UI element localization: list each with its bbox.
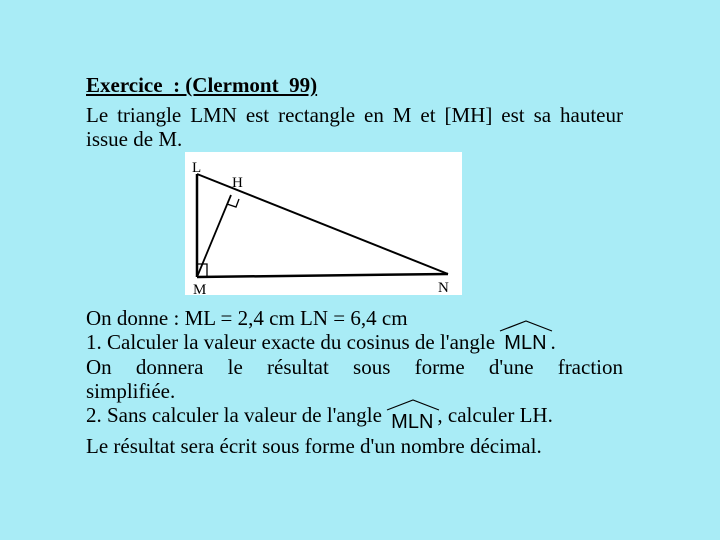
angle-MLN-2-label: MLN [391, 411, 434, 433]
question-2-text: 2. Sans calculer la valeur de l'angle [86, 403, 382, 427]
question-1-continuation: On donnera le résultat sous forme d'une fraction [86, 355, 623, 379]
angle-hat-icon [385, 398, 441, 412]
questions-block [86, 306, 623, 458]
label-N: N [438, 280, 449, 295]
question-1-text: 1. Calculer la valeur exacte du cosinus de l'angle [86, 330, 496, 354]
altitude-MH [197, 195, 231, 277]
question-1-end: . [550, 330, 556, 354]
angle-hat-icon [498, 319, 554, 333]
exercise-title: Exercice : (Clermont 99) [86, 73, 318, 97]
given-values: On donne : ML = 2,4 cm LN = 6,4 cm [86, 306, 408, 330]
triangle-diagram [185, 152, 462, 295]
angle-MLN-1 [500, 331, 550, 355]
question-2-end: , calculer LH. [437, 403, 553, 427]
question-1-continuation-2: simplifiée. [86, 379, 176, 403]
question-1 [86, 330, 623, 355]
label-H: H [232, 175, 243, 191]
question-2-continuation: Le résultat sera écrit sous forme d'un nombre décimal. [86, 434, 542, 458]
side-MN [197, 274, 448, 277]
label-M: M [193, 282, 207, 295]
label-L: L [192, 160, 202, 176]
question-2 [86, 403, 623, 434]
angle-MLN-2 [387, 410, 437, 434]
exercise-intro: Le triangle LMN est rectangle en M et [MH] est sa hauteur issue de M. [86, 103, 623, 151]
angle-MLN-1-label: MLN [504, 332, 547, 354]
triangle-figure [185, 152, 462, 295]
